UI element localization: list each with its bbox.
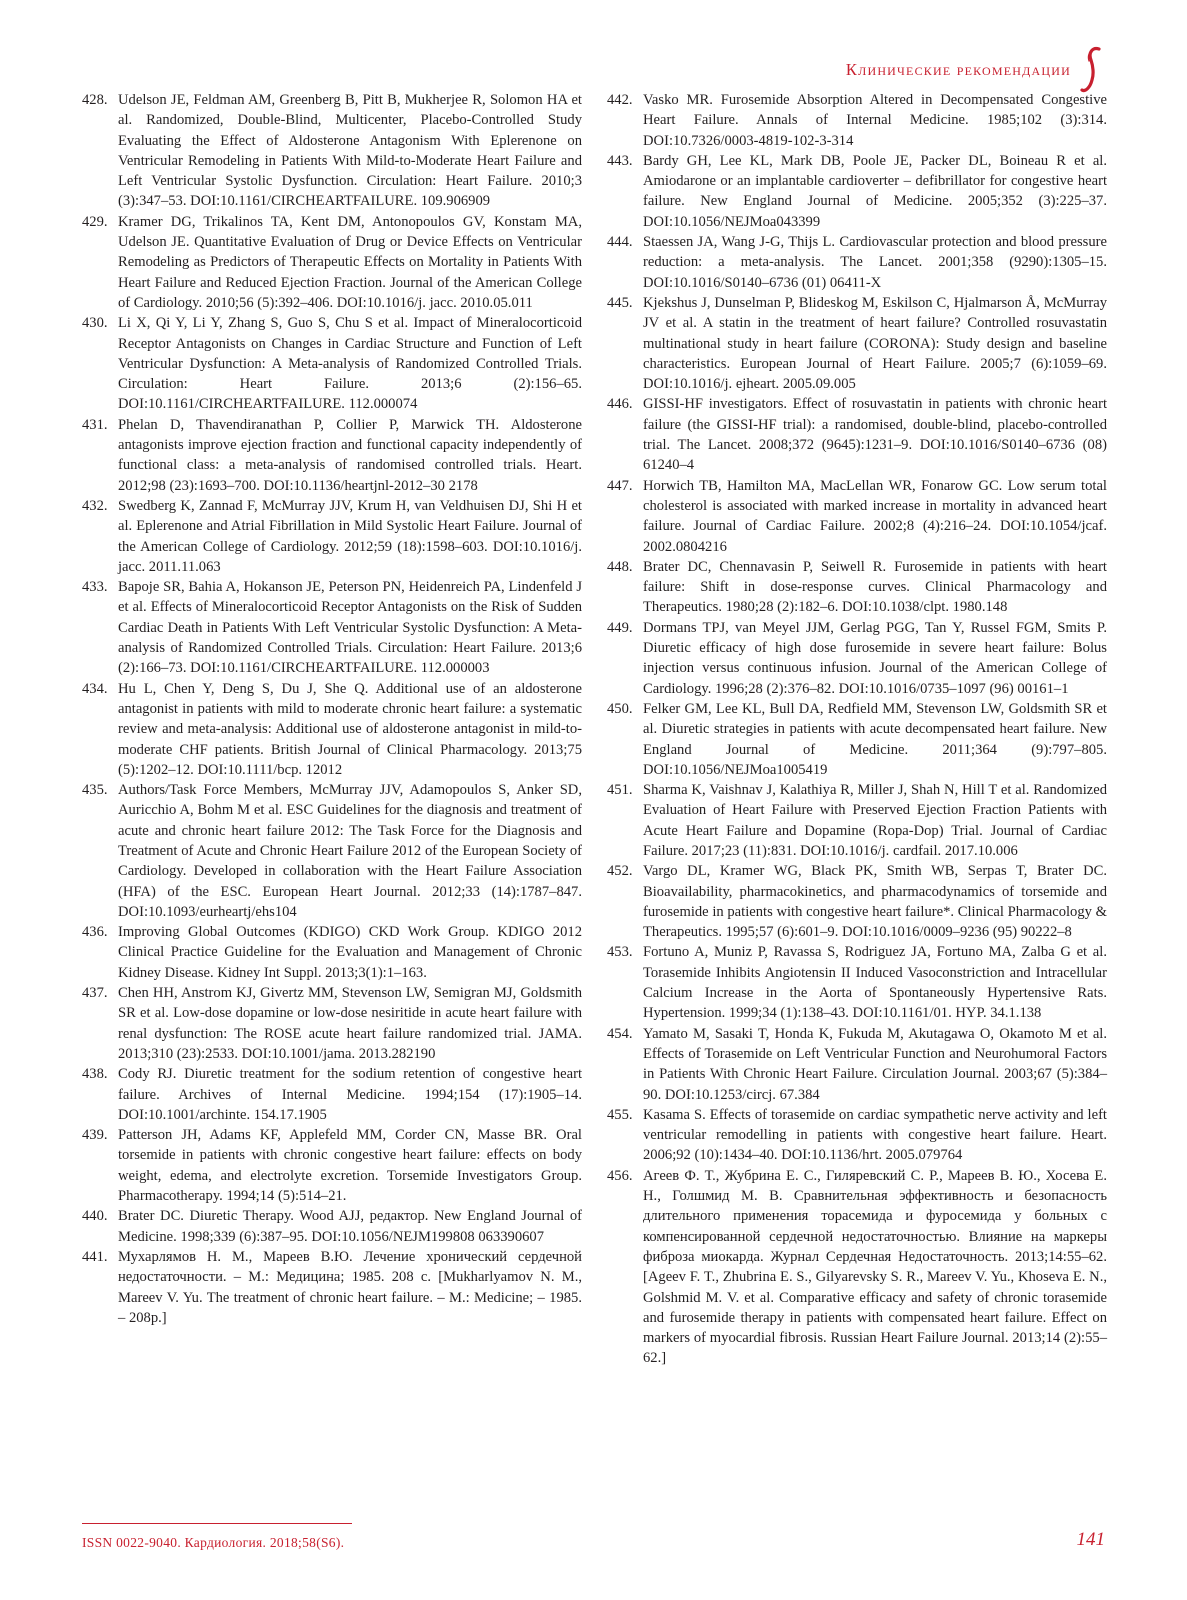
- section-title: Клинические рекомендации: [845, 60, 1071, 79]
- reference-columns: [82, 90, 1107, 1369]
- reference-number: 434.: [82, 680, 108, 697]
- reference-number: 436.: [82, 924, 108, 941]
- reference-number: 449.: [607, 619, 633, 636]
- reference-item: [82, 679, 582, 780]
- page-header: [846, 46, 1105, 94]
- reference-number: 447.: [607, 477, 633, 494]
- reference-item: [607, 618, 1107, 699]
- reference-text: Horwich TB, Hamilton MA, MacLellan WR, Fonarow GC. Low serum total cholesterol is associated with marked increase in mortality in advanced heart failure. Journal of Cardiac Failure. 2002;8 (4):216–24. DOI:10.1054/jcaf. 2002.0804216: [643, 477, 1107, 555]
- reference-item: [82, 212, 582, 313]
- reference-number: 443.: [607, 152, 633, 169]
- reference-number: 446.: [607, 396, 633, 413]
- reference-text: Felker GM, Lee KL, Bull DA, Redfield MM, Stevenson LW, Goldsmith SR et al. Diuretic strategies in patients with acute decompensated heart failure. New England Journal of Medicine. 2011;364 (9):797–805. DOI:10.1056/NEJMoa1005419: [643, 700, 1107, 778]
- reference-item: [82, 983, 582, 1064]
- reference-text: Li X, Qi Y, Li Y, Zhang S, Guo S, Chu S et al. Impact of Mineralocorticoid Receptor Antagonists on Changes in Cardiac Structure and Function of Left Ventricular Dysfunction: A Meta-analysis of Randomized Controlled Trials. Circulation: Heart Failure. 2013;6 (2):156–65. DOI:10.1161/CIRCHEARTFAILURE. 112.000074: [118, 315, 582, 413]
- reference-column-left: [82, 90, 582, 1369]
- reference-number: 442.: [607, 92, 633, 108]
- reference-item: [82, 780, 582, 922]
- reference-text: Kramer DG, Trikalinos TA, Kent DM, Antonopoulos GV, Konstam MA, Udelson JE. Quantitative Evaluation of Drug or Device Effects on Ventricular Remodeling as Predictors of Therapeutic Effects on Mortality in Patients With Heart Failure and Reduced Ejection Fraction. Journal of the American College of Cardiology. 2010;56 (5):392–406. DOI:10.1016/j. jacc. 2010.05.011: [118, 213, 582, 311]
- reference-number: 429.: [82, 213, 108, 230]
- reference-number: 435.: [82, 782, 108, 799]
- reference-number: 445.: [607, 294, 633, 311]
- reference-number: 437.: [82, 985, 108, 1002]
- reference-text: Vasko MR. Furosemide Absorption Altered in Decompensated Congestive Heart Failure. Annals of Internal Medicine. 1985;102 (3):314. DOI:10.7326/0003-4819-102-3-314: [643, 92, 1107, 149]
- reference-text: Staessen JA, Wang J-G, Thijs L. Cardiovascular protection and blood pressure reduction: a meta-analysis. The Lancet. 2001;358 (9290):1305–15. DOI:10.1016/S0140–6736 (01) 06411-X: [643, 234, 1107, 291]
- reference-number: 430.: [82, 315, 108, 332]
- reference-text: Brater DC. Diuretic Therapy. Wood AJJ, редактор. New England Journal of Medicine. 1998;339 (6):387–95. DOI:10.1056/NEJM199808 063390607: [118, 1208, 582, 1245]
- reference-text: Authors/Task Force Members, McMurray JJV, Adamopoulos S, Anker SD, Auricchio A, Bohm M et al. ESC Guidelines for the diagnosis and treatment of acute and chronic heart failure 2012: The Task Force for the Diagnosis and Treatment of Acute and Chronic Heart Failure 2012 of the European Society of Cardiology. Developed in collaboration with the Heart Failure Association (HFA) of the ESC. European Heart Journal. 2012;33 (14):1787–847. DOI:10.1093/eurheartj/ehs104: [118, 782, 582, 920]
- reference-text: Swedberg K, Zannad F, McMurray JJV, Krum H, van Veldhuisen DJ, Shi H et al. Eplerenone and Atrial Fibrillation in Mild Systolic Heart Failure. Journal of the American College of Cardiology. 2012;59 (18):1598–603. DOI:10.1016/j. jacc. 2011.11.063: [118, 497, 582, 575]
- reference-text: Bapoje SR, Bahia A, Hokanson JE, Peterson PN, Heidenreich PA, Lindenfeld J et al. Effects of Mineralocorticoid Receptor Antagonists on the Risk of Sudden Cardiac Death in Patients With Left Ventricular Systolic Dysfunction: A Meta-analysis of Randomized Controlled Trials. Circulation: Heart Failure. 2013;6 (2):166–73. DOI:10.1161/CIRCHEARTFAILURE. 112.000003: [118, 579, 582, 677]
- reference-item: [607, 861, 1107, 942]
- reference-item: [82, 577, 582, 678]
- reference-item: [607, 1105, 1107, 1166]
- reference-item: [607, 90, 1107, 151]
- reference-number: 431.: [82, 416, 108, 433]
- reference-text: Fortuno A, Muniz P, Ravassa S, Rodriguez JA, Fortuno MA, Zalba G et al. Torasemide Inhibits Angiotensin II Induced Vasoconstriction and Intracellular Calcium Increase in the Aorta of Spontaneously Hypertensive Rats. Hypertension. 1999;34 (1):138–43. DOI:10.1161/01. HYP. 34.1.138: [643, 944, 1107, 1022]
- reference-item: [82, 1206, 582, 1247]
- reference-text: Hu L, Chen Y, Deng S, Du J, She Q. Additional use of an aldosterone antagonist in patients with mild to moderate chronic heart failure: a systematic review and meta-analysis: Additional use of aldosterone antagonist in mild-to-moderate CHF patients. British Journal of Clinical Pharmacology. 2013;75 (5):1202–12. DOI:10.1111/bcp. 12012: [118, 680, 582, 778]
- reference-item: [607, 780, 1107, 861]
- reference-item: [82, 313, 582, 414]
- reference-item: [82, 1247, 582, 1328]
- reference-number: 444.: [607, 234, 633, 251]
- reference-text: Kasama S. Effects of torasemide on cardiac sympathetic nerve activity and left ventricular remodelling in patients with congestive heart failure. Heart. 2006;92 (10):1434–40. DOI:10.1136/hrt. 2005.079764: [643, 1106, 1107, 1164]
- reference-text: Yamato M, Sasaki T, Honda K, Fukuda M, Akutagawa O, Okamoto M et al. Effects of Torasemide on Left Ventricular Function and Neurohumoral Factors in Patients With Chronic Heart Failure. Circulation Journal. 2003;67 (5):384–90. DOI:10.1253/circj. 67.384: [643, 1025, 1107, 1103]
- reference-number: 433.: [82, 579, 108, 596]
- reference-text: Phelan D, Thavendiranathan P, Collier P, Marwick TH. Aldosterone antagonists improve ejection fraction and functional capacity independently of functional class: a meta-analysis of randomised controlled trials. Heart. 2012;98 (23):1693–700. DOI:10.1136/heartjnl-2012–30 2178: [118, 416, 582, 494]
- reference-text: Bardy GH, Lee KL, Mark DB, Poole JE, Packer DL, Boineau R et al. Amiodarone or an implantable cardioverter – defibrillator for congestive heart failure. New England Journal of Medicine. 2005;352 (3):225–37. DOI:10.1056/NEJMoa043399: [643, 152, 1107, 230]
- reference-number: 441.: [82, 1248, 108, 1265]
- reference-text: Kjekshus J, Dunselman P, Blideskog M, Eskilson C, Hjalmarson Å, McMurray JV et al. A statin in the treatment of heart failure? Controlled rosuvastatin multinational study in heart failure (CORONA): Study design and baseline characteristics. European Journal of Heart Failure. 2005;7 (6):1059–69. DOI:10.1016/j. ejheart. 2005.09.005: [643, 294, 1107, 393]
- reference-item: [82, 1064, 582, 1125]
- reference-item: [607, 476, 1107, 557]
- reference-item: [82, 1125, 582, 1206]
- reference-item: [607, 1166, 1107, 1369]
- reference-number: 448.: [607, 558, 633, 575]
- reference-item: [607, 557, 1107, 618]
- reference-number: 438.: [82, 1066, 108, 1083]
- reference-text: Chen HH, Anstrom KJ, Givertz MM, Stevenson LW, Semigran MJ, Goldsmith SR et al. Low-dose dopamine or low-dose nesiritide in acute heart failure with renal dysfunction: The ROSE acute heart failure randomized trial. JAMA. 2013;310 (23):2533. DOI:10.1001/jama. 2013.282190: [118, 985, 582, 1062]
- reference-text: GISSI-HF investigators. Effect of rosuvastatin in patients with chronic heart failure (the GISSI-HF trial): a randomised, double-blind, placebo-controlled trial. The Lancet. 2008;372 (9645):1231–9. DOI:10.1016/S0140–6736 (08) 61240–4: [643, 396, 1107, 474]
- reference-number: 432.: [82, 497, 108, 514]
- reference-item: [607, 232, 1107, 293]
- reference-item: [82, 922, 582, 983]
- reference-item: [607, 151, 1107, 232]
- reference-text: Агеев Ф. Т., Жубрина Е. С., Гиляревский С. Р., Мареев В. Ю., Хосева Е. Н., Голшмид М. В. Сравнительная эффективность и безопасность длительного применения торасемида и фуросемида у больных с компенсированной сердечной недостаточностью. Влияние на маркеры фиброза миокарда. Журнал Сердечная Недостаточность. 2013;14:55–62. [Ageev F. T., Zhubrina E. S., Gilyarevsky S. R., Mareev V. Yu., Khoseva E. N., Golshmid M. V. et al. Comparative efficacy and safety of chronic torasemide and furosemide therapy in patients with compensated heart failure. Effect on markers of myocardial fibrosis. Russian Heart Failure Journal. 2013;14 (2):55–62.]: [643, 1167, 1107, 1367]
- reference-number: 452.: [607, 863, 633, 880]
- reference-item: [82, 496, 582, 577]
- reference-text: Cody RJ. Diuretic treatment for the sodium retention of congestive heart failure. Archives of Internal Medicine. 1994;154 (17):1905–14. DOI:10.1001/archinte. 154.17.1905: [118, 1066, 582, 1123]
- reference-item: [82, 415, 582, 496]
- page-number: 141: [1076, 1529, 1105, 1550]
- journal-info: ISSN 0022-9040. Кардиология. 2018;58(S6).: [82, 1535, 345, 1550]
- reference-text: Brater DC, Chennavasin P, Seiwell R. Furosemide in patients with heart failure: Shift in dose-response curves. Clinical Pharmacology and Therapeutics. 1980;28 (2):182–6. DOI:10.1038/clpt. 1980.148: [643, 558, 1107, 616]
- reference-number: 440.: [82, 1208, 108, 1225]
- reference-number: 453.: [607, 944, 633, 961]
- reference-number: 450.: [607, 700, 633, 717]
- reference-number: 428.: [82, 92, 108, 108]
- reference-text: Udelson JE, Feldman AM, Greenberg B, Pitt B, Mukherjee R, Solomon HA et al. Randomized, Double-Blind, Multicenter, Placebo-Controlled Study Evaluating the Effect of Aldosterone Antagonism With Eplerenone on Ventricular Remodeling in Patients With Mild-to-Moderate Heart Failure and Left Ventricular Systolic Dysfunction. Circulation: Heart Failure. 2010;3 (3):347–53. DOI:10.1161/CIRCHEARTFAILURE. 109.906909: [118, 92, 582, 210]
- reference-column-right: [607, 90, 1107, 1369]
- reference-item: [607, 942, 1107, 1023]
- reference-text: Patterson JH, Adams KF, Applefeld MM, Corder CN, Masse BR. Oral torsemide in patients with chronic congestive heart failure: effects on body weight, edema, and electrolyte excretion. Torsemide Investigators Group. Pharmacotherapy. 1994;14 (5):514–21.: [118, 1127, 582, 1205]
- reference-text: Мухарлямов Н. М., Мареев В.Ю. Лечение хронический сердечной недостаточности. – М.: Медицина; 1985. 208 с. [Mukharlyamov N. M., Mareev V. Yu. The treatment of chronic heart failure. – M.: Medicine; – 1985. – 208p.]: [118, 1248, 582, 1326]
- reference-number: 455.: [607, 1106, 633, 1123]
- reference-number: 454.: [607, 1025, 633, 1042]
- reference-text: Sharma K, Vaishnav J, Kalathiya R, Miller J, Shah N, Hill T et al. Randomized Evaluation of Heart Failure with Preserved Ejection Fraction Patients with Acute Heart Failure and Dopamine (Ropa-Dop) Trial. Journal of Cardiac Failure. 2017;23 (11):831. DOI:10.1016/j. cardfail. 2017.10.006: [643, 782, 1107, 859]
- reference-item: [607, 1024, 1107, 1105]
- reference-item: [607, 699, 1107, 780]
- footer-rule: [82, 1523, 352, 1524]
- reference-text: Improving Global Outcomes (KDIGO) CKD Work Group. KDIGO 2012 Clinical Practice Guideline for the Evaluation and Management of Chronic Kidney Disease. Kidney Int Suppl. 2013;3(1):1–163.: [118, 924, 582, 981]
- reference-item: [82, 90, 582, 212]
- integral-s-logo-icon: [1079, 46, 1105, 94]
- reference-text: Vargo DL, Kramer WG, Black PK, Smith WB, Serpas T, Brater DC. Bioavailability, pharmacokinetics, and pharmacodynamics of torsemide and furosemide in patients with congestive heart failure*. Clinical Pharmacology & Therapeutics. 1995;57 (6):601–9. DOI:10.1016/0009–9236 (95) 90222–8: [643, 863, 1107, 941]
- reference-item: [607, 293, 1107, 394]
- reference-number: 456.: [607, 1167, 633, 1184]
- reference-item: [607, 394, 1107, 475]
- reference-number: 451.: [607, 782, 633, 799]
- reference-text: Dormans TPJ, van Meyel JJM, Gerlag PGG, Tan Y, Russel FGM, Smits P. Diuretic efficacy of high dose furosemide in severe heart failure: Bolus injection versus continuous infusion. Journal of the American College of Cardiology. 1996;28 (2):376–82. DOI:10.1016/0735–1097 (96) 00161–1: [643, 619, 1107, 697]
- reference-number: 439.: [82, 1127, 108, 1144]
